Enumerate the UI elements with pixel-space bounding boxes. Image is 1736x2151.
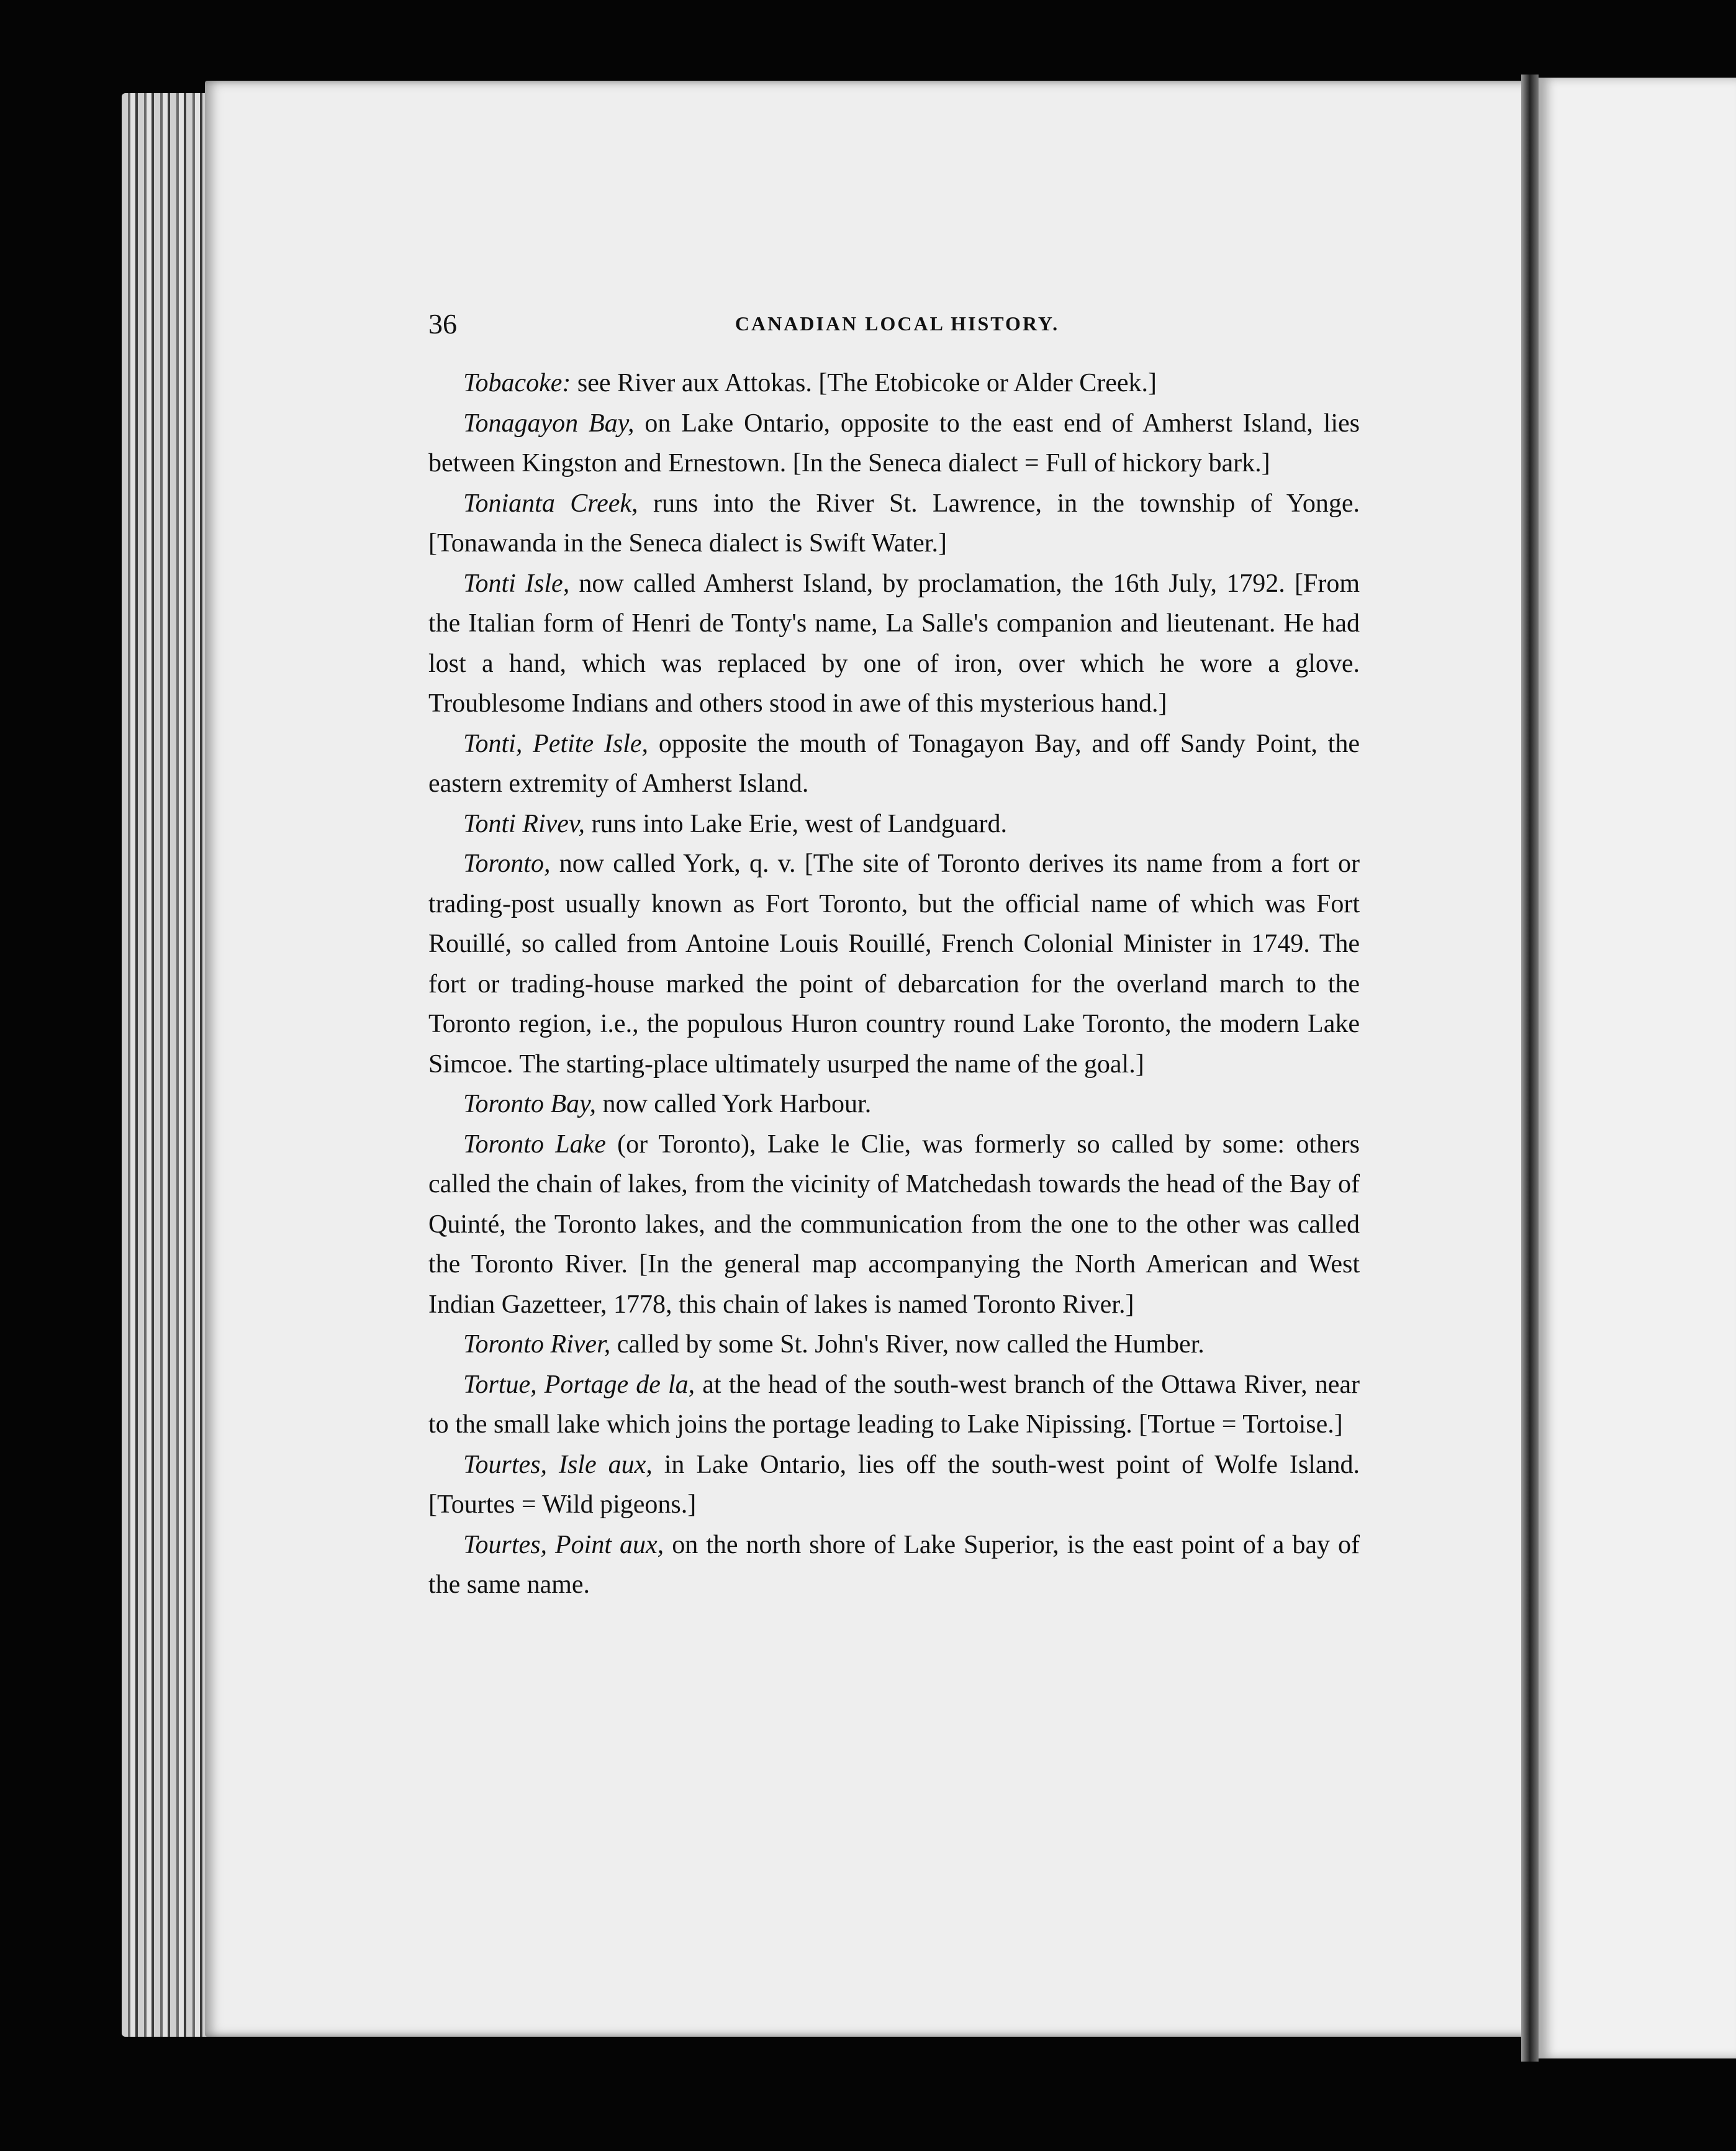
entry-text: now called York Harbour. — [595, 1090, 872, 1118]
entry — [428, 1525, 1360, 1605]
book-gutter — [1521, 75, 1539, 2062]
entry-text: runs into the River St. Lawrence, in the township of Yonge. [Tonawanda in the Seneca dialect is Swift Water.] — [428, 489, 1360, 558]
entry-term: Toronto Bay, — [463, 1090, 596, 1118]
entry-text: at the head of the south-west branch of the Ottawa River, near to the small lake which joins the portage leading to Lake Nipissing. [Tortue = Tortoise.] — [428, 1370, 1360, 1439]
facing-page — [1539, 78, 1736, 2058]
entry-text: now called York, q. v. [The site of Toronto derives its name from a fort or trading-post usually known as Fort Toronto, but the official name of which was Fort Rouillé, so called from Antoine Louis Rouillé, French Colonial Minister in 1749. The fort or trading-house marked the point of debarcation for the overland march to the Toronto region, i.e., the populous Huron country round Lake Toronto, the modern Lake Simcoe. The starting-place ultimately usurped the name of the goal.] — [428, 849, 1360, 1079]
entry-term: Tourtes, Isle aux, — [463, 1450, 653, 1479]
entry — [428, 363, 1360, 404]
entry-term: Tonti Isle, — [463, 569, 570, 598]
entry — [428, 1445, 1360, 1525]
entry-term: Tobacoke: — [463, 369, 571, 397]
entry-term: Tortue, Portage de la, — [463, 1370, 695, 1399]
entry-text: runs into Lake Erie, west of Landguard. — [584, 809, 1007, 838]
entry — [428, 564, 1360, 724]
entry-text: (or Toronto), Lake le Clie, was formerly so called by some: others called the chain of lakes, from the vicinity of Matchedash towards the head of the Bay of Quinté, the Toronto lakes, and the communication from the one to the other was called the Toronto River. [In the general map accompanying the North American and West Indian Gazetteer, 1778, this chain of lakes is named Toronto River.] — [428, 1130, 1360, 1319]
entry — [428, 804, 1360, 845]
running-title: CANADIAN LOCAL HISTORY. — [735, 312, 1060, 335]
page-number: 36 — [428, 308, 457, 340]
entry-term: Tonagayon Bay, — [463, 409, 635, 438]
body-text — [428, 363, 1360, 1605]
entry-text: on the north shore of Lake Superior, is the east point of a bay of the same name. — [428, 1530, 1360, 1599]
entry-text: see River aux Attokas. [The Etobicoke or Alder Creek.] — [571, 369, 1157, 397]
entry-term: Tonti, Petite Isle, — [463, 729, 649, 758]
entry-term: Tonti Rivev, — [463, 809, 585, 838]
entry — [428, 1084, 1360, 1125]
entry-text: now called Amherst Island, by proclamation, the 16th July, 1792. [From the Italian form of Henri de Tonty's name, La Salle's companion and lieutenant. He had lost a hand, which was replaced by one of iron, over which he wore a glove. Troublesome Indians and others stood in awe of this mysterious hand.] — [428, 569, 1360, 718]
entry — [428, 404, 1360, 484]
entry — [428, 844, 1360, 1084]
entry — [428, 1365, 1360, 1445]
entry-text: opposite the mouth of Tonagayon Bay, and off Sandy Point, the eastern extremity of Amherst Island. — [428, 729, 1360, 798]
entry-term: Tourtes, Point aux, — [463, 1530, 664, 1559]
page-header — [428, 307, 1366, 345]
entry-text: in Lake Ontario, lies off the south-west point of Wolfe Island. [Tourtes = Wild pigeons.] — [428, 1450, 1360, 1519]
entry-term: Toronto River, — [463, 1330, 611, 1359]
entry — [428, 1325, 1360, 1365]
entry-text: on Lake Ontario, opposite to the east end of Amherst Island, lies between Kingston and Ernestown. [In the Seneca dialect = Full of hickory bark.] — [428, 409, 1360, 478]
entry — [428, 484, 1360, 564]
entry — [428, 724, 1360, 804]
entry — [428, 1125, 1360, 1325]
entry-text: called by some St. John's River, now called the Humber. — [610, 1330, 1205, 1359]
entry-term: Toronto Lake — [463, 1130, 606, 1159]
entry-term: Toronto, — [463, 849, 551, 878]
entry-term: Tonianta Creek, — [463, 489, 638, 518]
